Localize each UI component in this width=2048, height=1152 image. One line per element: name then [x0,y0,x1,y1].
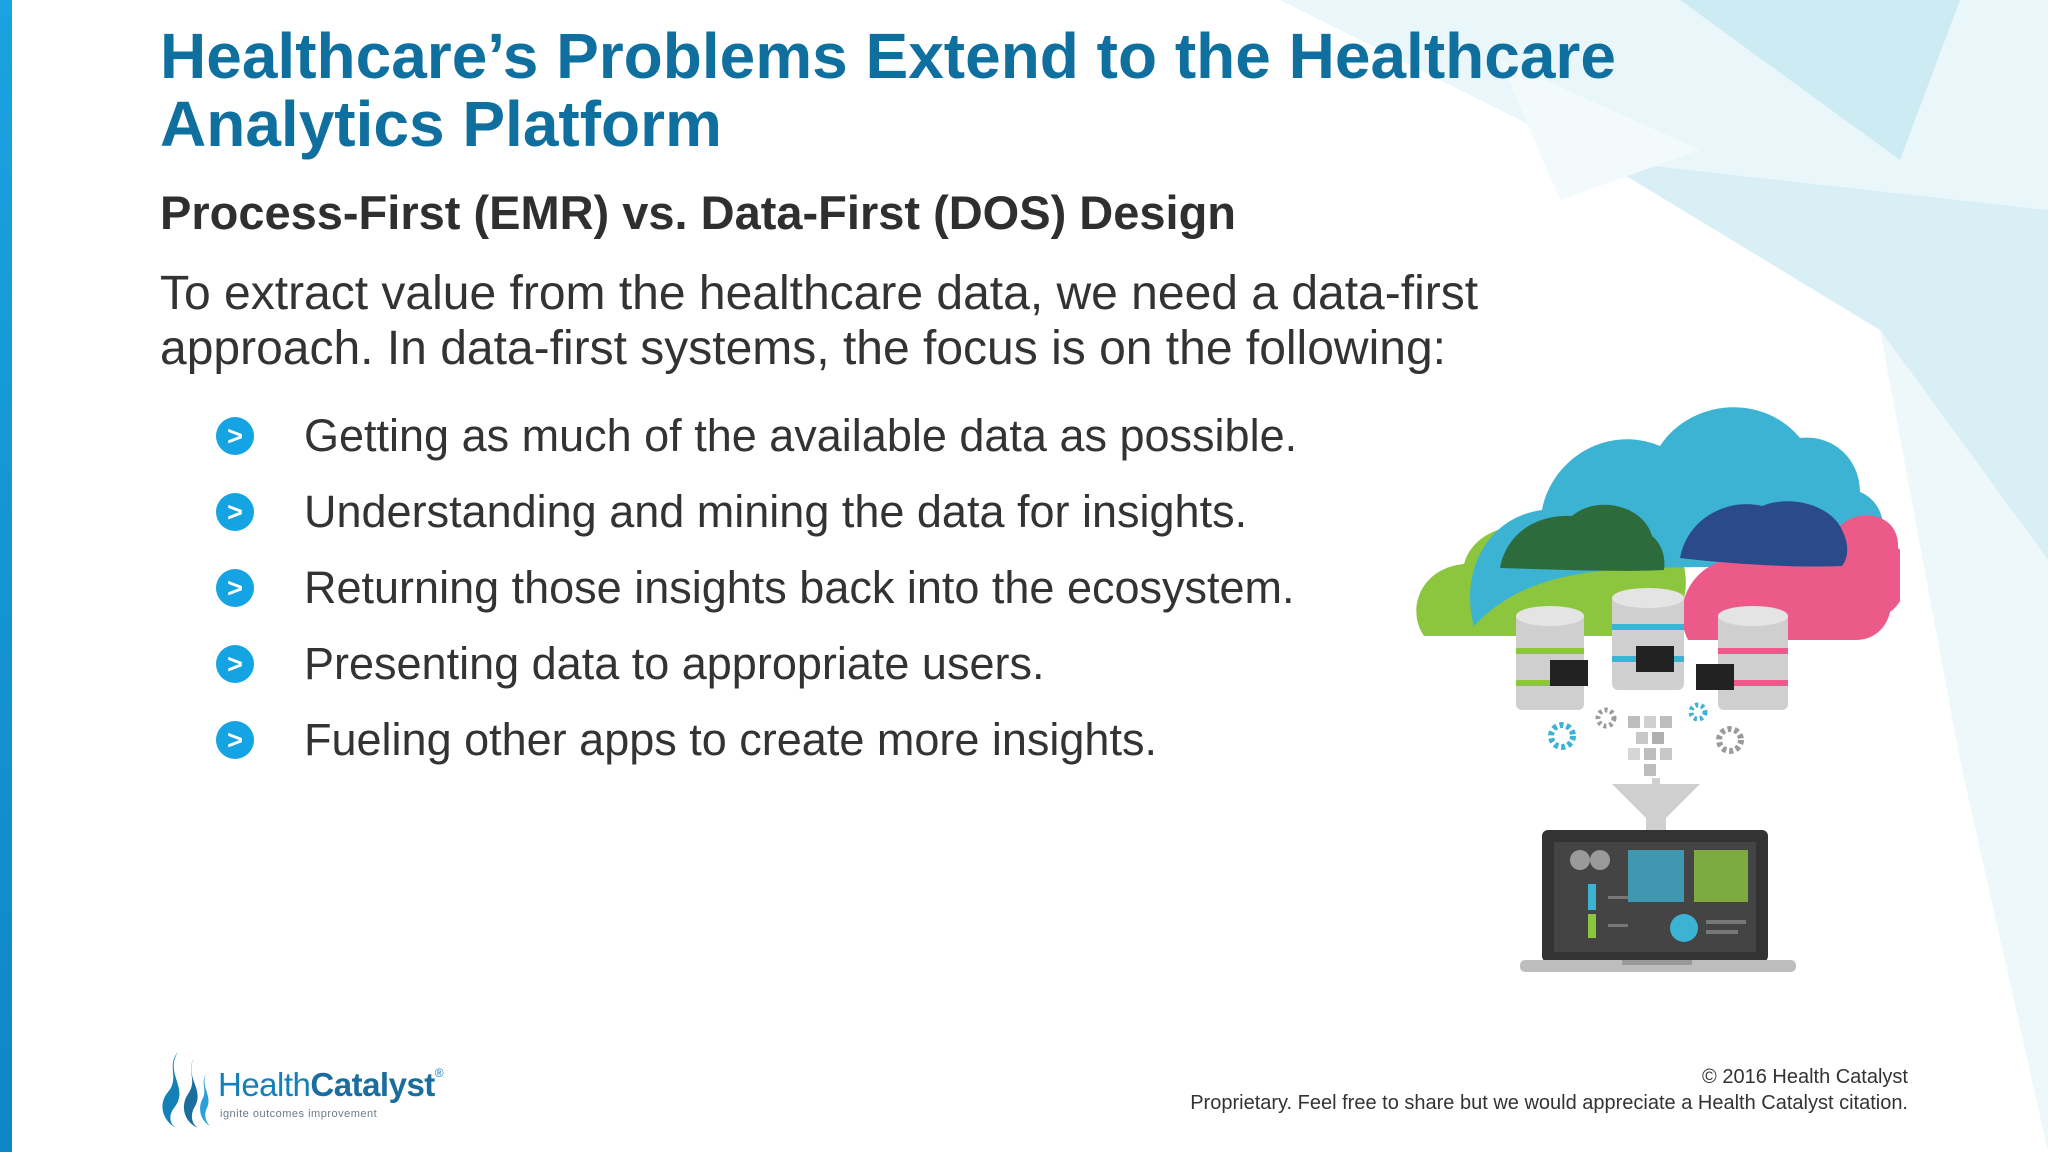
bullet-item [216,550,1297,626]
bullet-item [216,398,1297,474]
bullet-item [216,702,1297,778]
health-catalyst-logo [160,1050,480,1130]
footer [1190,1064,1908,1116]
slide-title: Healthcare’s Problems Extend to the Healthcare Analytics Platform [160,20,1616,160]
bullet-item [216,474,1297,550]
copyright-text: © 2016 Health Catalyst [1702,1066,1908,1088]
health-catalyst-flame-icon [160,1050,216,1130]
logo-wordmark: HealthCatalyst® [218,1066,444,1103]
chevron-circle-icon: > [216,645,254,683]
database-icons [1516,588,1788,710]
citation-notice: Proprietary. Feel free to share but we would appreciate a Health Catalyst citation. [1190,1092,1908,1114]
bullet-list [216,398,1297,778]
logo-tagline: ignite outcomes improvement [220,1108,378,1120]
intro-paragraph: To extract value from the healthcare data, we need a data-first approach. In data-first systems, the focus is on the following: [160,267,1479,375]
bullet-text: Getting as much of the available data as possible. [304,410,1298,461]
chevron-circle-icon: > [216,569,254,607]
bullet-item [216,626,1297,702]
laptop-icon [1520,830,1796,972]
data-stream [1612,716,1700,846]
left-accent-bar [0,0,12,1152]
chevron-circle-icon: > [216,417,254,455]
slide-subtitle: Process-First (EMR) vs. Data-First (DOS) Design [160,186,1236,239]
chevron-circle-icon: > [216,721,254,759]
bullet-text: Presenting data to appropriate users. [304,638,1045,689]
chevron-circle-icon: > [216,493,254,531]
bullet-text: Understanding and mining the data for insights. [304,486,1248,537]
bullet-text: Returning those insights back into the ecosystem. [304,562,1295,613]
bullet-text: Fueling other apps to create more insights. [304,714,1157,765]
cloud-database-laptop-illustration [1412,398,1900,980]
